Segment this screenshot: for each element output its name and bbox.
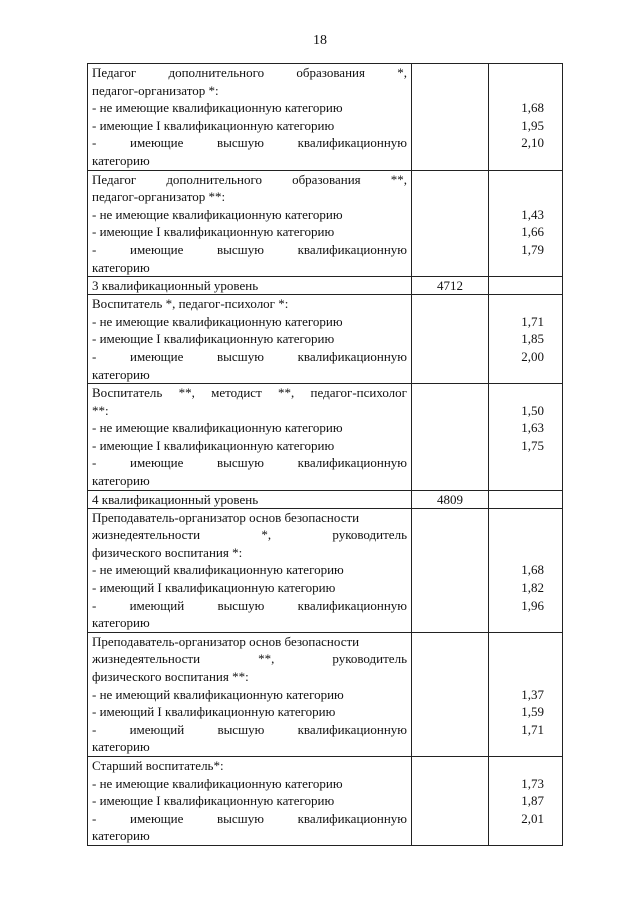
position-description-line: - имеющий высшую квалификационную xyxy=(92,721,407,737)
coefficient-value xyxy=(489,64,544,82)
base-salary-cell-empty xyxy=(412,64,489,171)
coefficient-value: 1,66 xyxy=(521,224,544,240)
position-description-line: категорию xyxy=(92,366,150,382)
position-description-line: педагог-организатор **: xyxy=(92,189,226,205)
position-description-line: - имеющие высшую квалификационную xyxy=(92,348,407,364)
coefficient-value xyxy=(489,295,544,313)
coefficient-value: 1,59 xyxy=(521,704,544,720)
position-description-line: - не имеющий квалификационную категорию xyxy=(92,686,344,702)
position-description-line: - имеющие высшую квалификационную xyxy=(92,455,407,471)
coefficient-value xyxy=(489,633,544,651)
position-description-line: категорию xyxy=(92,828,150,844)
position-description-cell xyxy=(88,170,412,277)
position-description-line: - имеющие высшую квалификационную xyxy=(92,810,407,826)
coefficient-cell xyxy=(489,295,563,384)
position-description-line: Преподаватель-организатор основ безопасности xyxy=(92,633,360,649)
position-description-line: - не имеющие квалификационную категорию xyxy=(92,313,343,329)
coefficient-cell xyxy=(489,632,563,756)
coefficient-value: 1,37 xyxy=(521,686,544,702)
coefficient-cell xyxy=(489,64,563,171)
salary-coefficient-table xyxy=(87,63,563,846)
coefficient-value: 2,10 xyxy=(521,135,544,151)
coefficient-value: 1,71 xyxy=(521,721,544,737)
position-description-line: - имеющие I квалификационную категорию xyxy=(92,224,335,240)
position-description-line: категорию xyxy=(92,152,150,168)
position-group-row xyxy=(88,756,563,845)
coefficient-value: 1,85 xyxy=(521,331,544,347)
position-description-line: - не имеющие квалификационную категорию xyxy=(92,775,343,791)
position-description-line: жизнедеятельности **, руководитель xyxy=(92,651,407,667)
coefficient-value xyxy=(489,152,544,170)
position-description-line: - имеющие высшую квалификационную xyxy=(92,241,407,257)
position-description-line: категорию xyxy=(92,473,150,489)
coefficient-value: 1,87 xyxy=(521,793,544,809)
base-salary-cell-empty xyxy=(412,384,489,491)
coefficient-value xyxy=(489,614,544,632)
position-description-cell xyxy=(88,64,412,171)
coefficient-value xyxy=(489,171,544,189)
qualification-level-label: 4 квалификационный уровень xyxy=(88,490,412,508)
base-salary-cell-empty xyxy=(412,756,489,845)
coefficient-value xyxy=(489,509,544,527)
coefficient-value: 2,01 xyxy=(521,810,544,826)
base-salary-cell-empty xyxy=(412,295,489,384)
position-description-line: - имеющий I квалификационную категорию xyxy=(92,580,336,596)
position-description-line: - имеющий высшую квалификационную xyxy=(92,597,407,613)
coefficient-value: 1,79 xyxy=(521,241,544,257)
position-description-line: - имеющий I квалификационную категорию xyxy=(92,704,336,720)
coefficient-cell-empty xyxy=(489,490,563,508)
qualification-level-row xyxy=(88,277,563,295)
coefficient-cell xyxy=(489,508,563,632)
coefficient-value xyxy=(489,668,544,686)
coefficient-value xyxy=(489,738,544,756)
coefficient-value: 1,82 xyxy=(521,580,544,596)
coefficient-cell xyxy=(489,384,563,491)
qualification-level-row xyxy=(88,490,563,508)
position-group-row xyxy=(88,170,563,277)
coefficient-cell-empty xyxy=(489,277,563,295)
position-description-line: - имеющие I квалификационную категорию xyxy=(92,793,335,809)
coefficient-value xyxy=(489,454,544,472)
position-description-line: - не имеющий квалификационную категорию xyxy=(92,562,344,578)
qualification-level-label: 3 квалификационный уровень xyxy=(88,277,412,295)
position-description-line: физического воспитания **: xyxy=(92,669,249,684)
coefficient-value xyxy=(489,384,544,402)
position-description-line: - имеющие I квалификационную категорию xyxy=(92,437,335,453)
coefficient-value xyxy=(489,82,544,100)
coefficient-value: 1,96 xyxy=(521,597,544,613)
position-description-line: Воспитатель *, педагог-психолог *: xyxy=(92,296,289,312)
coefficient-value: 1,71 xyxy=(521,313,544,329)
position-group-row xyxy=(88,632,563,756)
position-description-line: категорию xyxy=(92,259,150,275)
position-description-line: Преподаватель-организатор основ безопасности xyxy=(92,509,360,525)
coefficient-value: 1,43 xyxy=(521,206,544,222)
coefficient-value: 1,68 xyxy=(521,100,544,116)
coefficient-value: 1,68 xyxy=(521,562,544,578)
position-description-line: педагог-организатор *: xyxy=(92,82,219,98)
position-description-cell xyxy=(88,295,412,384)
position-description-cell xyxy=(88,632,412,756)
base-salary-cell-empty xyxy=(412,508,489,632)
coefficient-value xyxy=(489,544,544,562)
coefficient-value: 1,95 xyxy=(521,117,544,133)
position-description-cell xyxy=(88,756,412,845)
position-description-line: - имеющие высшую квалификационную xyxy=(92,135,407,151)
coefficient-cell xyxy=(489,756,563,845)
coefficient-value xyxy=(489,259,544,277)
coefficient-value: 1,50 xyxy=(521,402,544,418)
position-description-cell xyxy=(88,508,412,632)
position-description-line: - не имеющие квалификационную категорию xyxy=(92,420,343,436)
coefficient-value: 1,63 xyxy=(521,420,544,436)
coefficient-cell xyxy=(489,170,563,277)
position-description-line: категорию xyxy=(92,615,150,631)
position-description-line: Воспитатель **, методист **, педагог-психолог xyxy=(92,385,407,401)
position-description-line: - не имеющие квалификационную категорию xyxy=(92,206,343,222)
position-description-line: физического воспитания *: xyxy=(92,544,243,560)
base-salary-value: 4712 xyxy=(412,277,489,295)
position-description-line: - имеющие I квалификационную категорию xyxy=(92,331,335,347)
coefficient-value xyxy=(489,366,544,384)
position-description-line: Педагог дополнительного образования **, xyxy=(92,171,407,187)
position-description-line: - не имеющие квалификационную категорию xyxy=(92,100,343,116)
base-salary-value: 4809 xyxy=(412,490,489,508)
position-description-line: Старший воспитатель*: xyxy=(92,757,224,773)
coefficient-value xyxy=(489,472,544,490)
coefficient-value: 2,00 xyxy=(521,348,544,364)
coefficient-value: 1,73 xyxy=(521,775,544,791)
coefficient-value xyxy=(489,188,544,206)
position-description-line: - имеющие I квалификационную категорию xyxy=(92,117,335,133)
position-group-row xyxy=(88,508,563,632)
coefficient-value xyxy=(489,827,544,845)
coefficient-value xyxy=(489,650,544,668)
position-description-line: Педагог дополнительного образования *, xyxy=(92,65,407,80)
page-number: 18 xyxy=(313,33,327,48)
position-description-line: жизнедеятельности *, руководитель xyxy=(92,527,407,543)
coefficient-value xyxy=(489,526,544,544)
coefficient-value: 1,75 xyxy=(521,437,544,453)
coefficient-value xyxy=(489,757,544,775)
position-description-cell xyxy=(88,384,412,491)
base-salary-cell-empty xyxy=(412,170,489,277)
position-group-row xyxy=(88,295,563,384)
position-group-row xyxy=(88,64,563,171)
position-group-row xyxy=(88,384,563,491)
base-salary-cell-empty xyxy=(412,632,489,756)
position-description-line: **: xyxy=(92,402,109,418)
position-description-line: категорию xyxy=(92,739,150,755)
